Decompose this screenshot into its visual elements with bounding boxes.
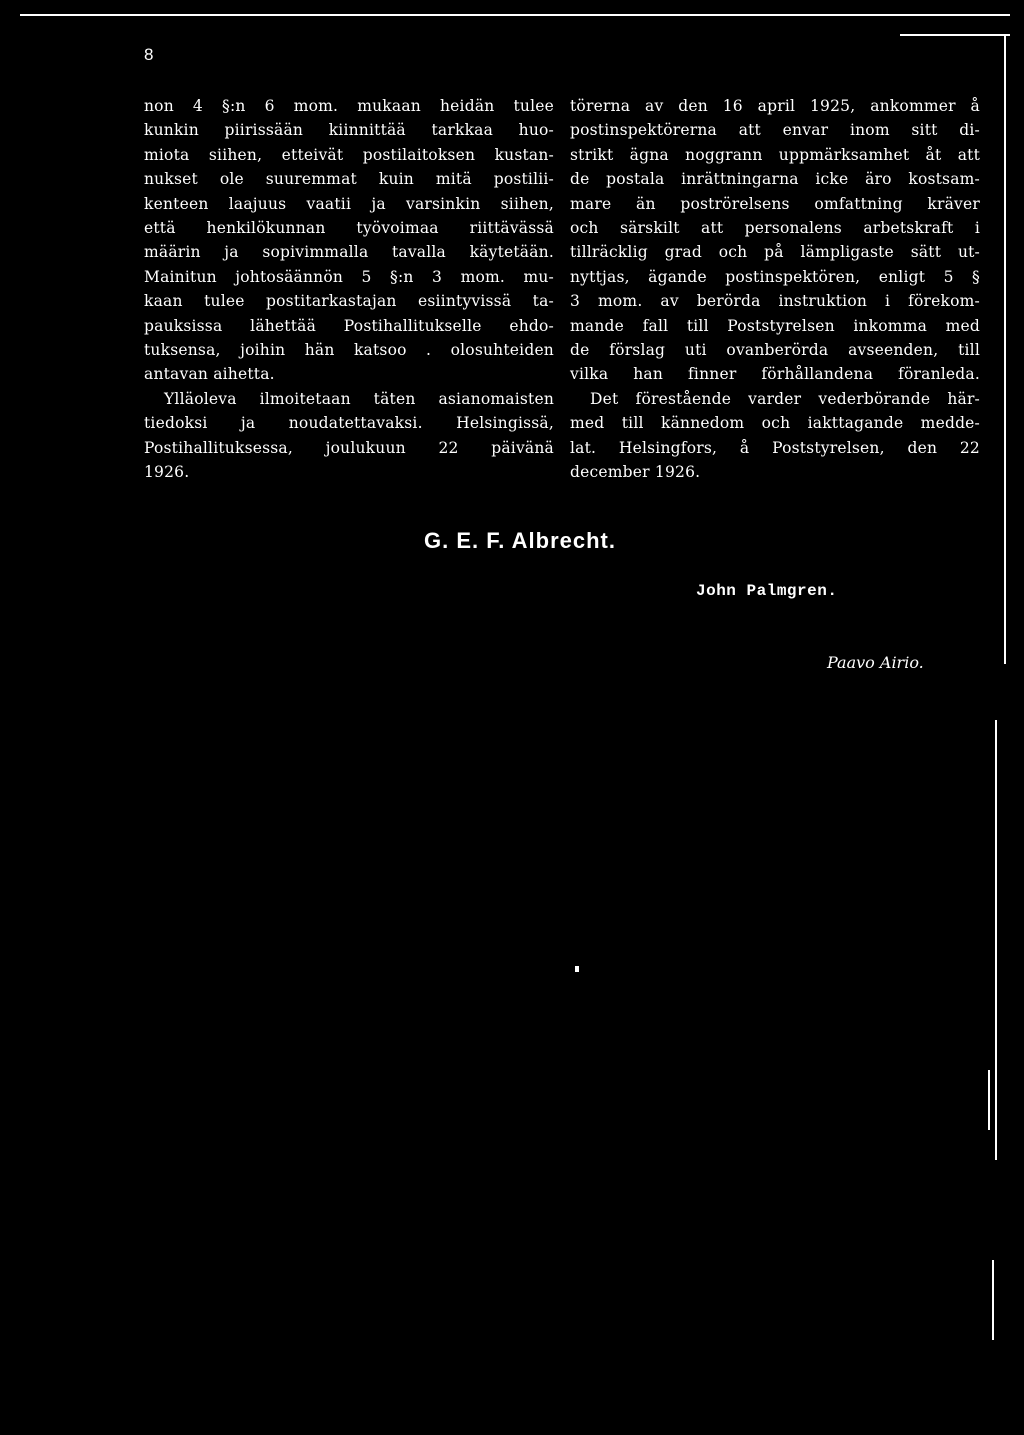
text-line: och särskilt att personalens arbetskraft i <box>570 219 980 238</box>
text-line: kenteen laajuus vaatii ja varsinkin siihen, <box>144 194 554 213</box>
text-line: non 4 §:n 6 mom. mukaan heidän tulee <box>144 97 554 115</box>
text-line: 1926. <box>144 463 190 482</box>
text-line: strikt ägna noggrann uppmärksamhet åt att <box>570 145 980 164</box>
text-line: de förslag uti ovanberörda avseenden, till <box>570 341 980 360</box>
text-line: törerna av den 16 april 1925, ankommer å <box>570 97 980 115</box>
swedish-text-column <box>570 94 980 485</box>
text-line: vilka han finner förhållandena föranleda. <box>570 365 980 384</box>
finnish-text-column <box>144 94 554 485</box>
text-line: mande fall till Poststyrelsen inkomma med <box>570 316 980 335</box>
right-border-upper <box>1004 34 1006 664</box>
text-line: pauksissa lähettää Postihallitukselle ehdo- <box>144 316 554 335</box>
text-line: Ylläoleva ilmoitetaan täten asianomaisten <box>164 389 554 408</box>
top-border-line <box>20 14 1010 16</box>
text-line: että henkilökunnan työvoimaa riittävässä <box>144 219 554 238</box>
text-line: kaan tulee postitarkastajan esiintyvissä ta- <box>144 292 554 311</box>
text-line: Mainitun johtosäännön 5 §:n 3 mom. mu- <box>144 267 554 286</box>
text-line: lat. Helsingfors, å Poststyrelsen, den 22 <box>570 438 980 457</box>
top-right-border-line <box>900 34 1010 36</box>
text-line: med till kännedom och iakttagande medde- <box>570 414 980 433</box>
text-line: mare än poströrelsens omfattning kräver <box>570 194 980 213</box>
right-border-lower <box>995 720 997 1160</box>
text-line: Det förestående varder vederbörande här- <box>590 389 980 408</box>
text-line: miota siihen, etteivät postilaitoksen kustan- <box>144 145 554 164</box>
signature-palmgren: John Palmgren. <box>696 582 838 600</box>
text-line: december 1926. <box>570 463 701 482</box>
text-line: de postala inrättningarna icke äro kostsam- <box>570 170 980 189</box>
text-line: nukset ole suuremmat kuin mitä postilii- <box>144 170 554 189</box>
right-border-mark <box>988 1070 990 1130</box>
text-line: Postihallituksessa, joulukuun 22 päivänä <box>144 438 554 457</box>
text-line: määrin ja sopivimmalla tavalla käytetään. <box>144 243 554 262</box>
text-line: tiedoksi ja noudatettavaksi. Helsingissä, <box>144 414 554 433</box>
text-line: nyttjas, ägande postinspektören, enligt 5 § <box>570 267 980 286</box>
text-line: postinspektörerna att envar inom sitt di- <box>570 121 980 140</box>
text-line: 3 mom. av berörda instruktion i förekom- <box>570 292 980 311</box>
text-line: tillräcklig grad och på lämpligaste sätt ut- <box>570 243 980 262</box>
scan-speck <box>575 966 579 972</box>
right-border-mark-2 <box>992 1260 994 1340</box>
page-number: 8 <box>144 45 154 64</box>
signature-albrecht: G. E. F. Albrecht. <box>424 528 616 553</box>
text-line: antavan aihetta. <box>144 365 275 384</box>
text-line: kunkin piirissään kiinnittää tarkkaa huo- <box>144 121 554 140</box>
signature-airio: Paavo Airio. <box>827 653 924 672</box>
text-line: tuksensa, joihin hän katsoo . olosuhteiden <box>144 341 554 360</box>
